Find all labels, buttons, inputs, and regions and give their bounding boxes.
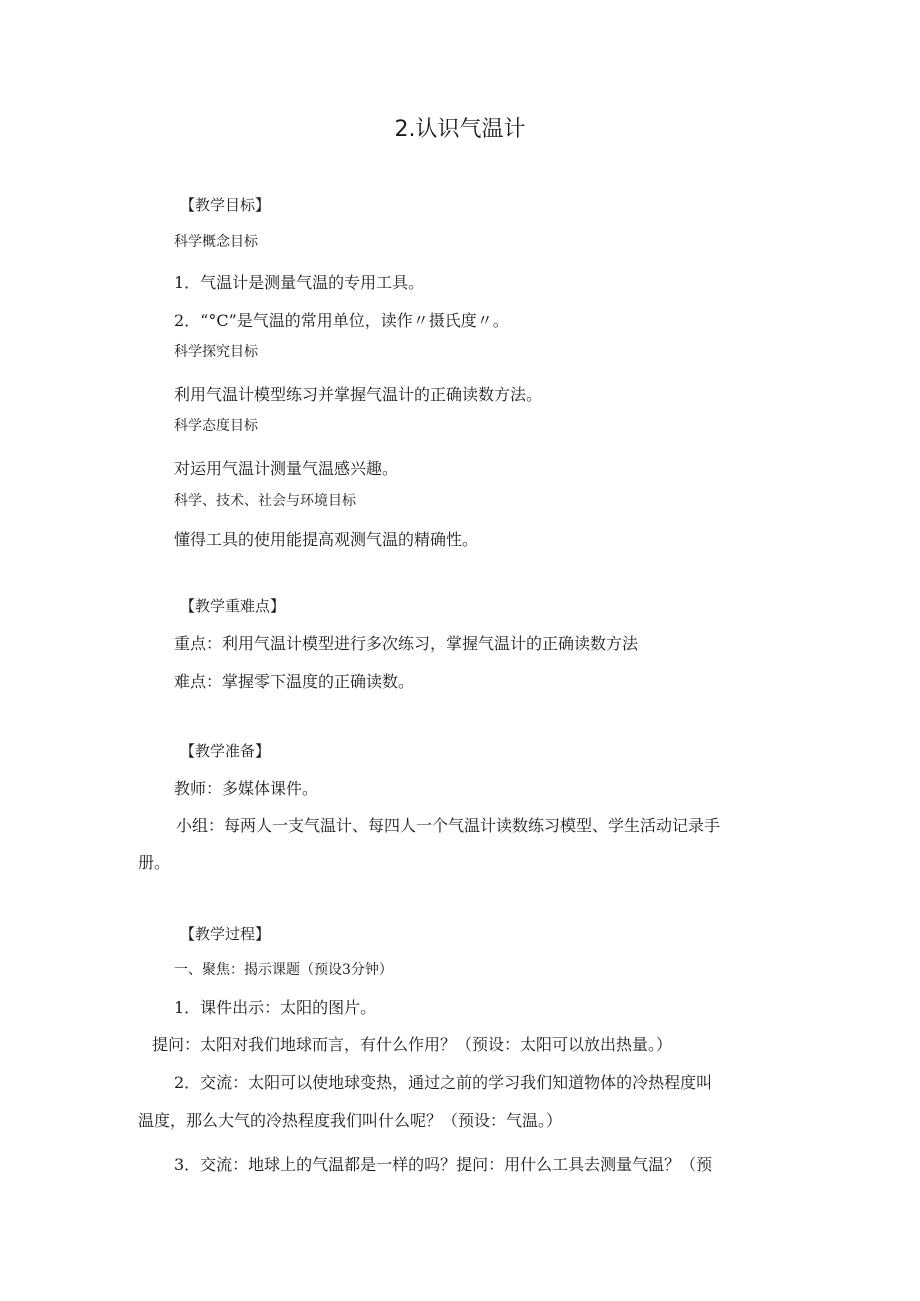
preparation-heading: 【教学准备】 <box>180 742 271 760</box>
inquiry-text: 利用气温计模型练习并掌握气温计的正确读数方法。 <box>174 385 543 404</box>
stse-text: 懂得工具的使用能提高观测气温的精确性。 <box>174 530 479 549</box>
attitude-text: 对运用气温计测量气温感兴趣。 <box>174 459 399 478</box>
process-step-1: 1．课件出示：太阳的图片。 <box>174 998 377 1017</box>
process-heading: 【教学过程】 <box>180 925 271 943</box>
attitude-label: 科学态度目标 <box>174 418 258 434</box>
page-title: 2.认识气温计 <box>394 117 526 142</box>
teacher-prep: 教师：多媒体课件。 <box>174 779 319 798</box>
process-question-1: 提问：太阳对我们地球而言，有什么作用？（预设：太阳可以放出热量。） <box>152 1035 673 1054</box>
difficult-point: 难点：掌握零下温度的正确读数。 <box>174 672 415 691</box>
process-step-3-line1: 3．交流：地球上的气温都是一样的吗？提问：用什么工具去测量气温？（预 <box>174 1155 713 1174</box>
inquiry-label: 科学探究目标 <box>174 344 258 360</box>
key-point: 重点：利用气温计模型进行多次练习，掌握气温计的正确读数方法 <box>174 634 639 653</box>
key-points-heading: 【教学重难点】 <box>180 597 286 615</box>
stse-label: 科学、技术、社会与环境目标 <box>174 493 356 509</box>
process-step-2-line2: 温度，那么大气的冷热程度我们叫什么呢？（预设：气温。） <box>138 1111 563 1130</box>
concept-label: 科学概念目标 <box>174 234 258 250</box>
process-section-1: 一、聚焦：揭示课题（预设3分钟） <box>174 962 393 978</box>
concept-item-2: 2．“°C”是气温的常用单位，读作〃摄氏度〃。 <box>174 311 509 330</box>
objectives-heading: 【教学目标】 <box>180 196 271 214</box>
concept-item-1: 1．气温计是测量气温的专用工具。 <box>174 273 425 292</box>
group-prep-line1: 小组：每两人一支气温计、每四人一个气温计读数练习模型、学生活动记录手 <box>176 816 721 835</box>
group-prep-line2: 册。 <box>138 853 171 872</box>
process-step-2-line1: 2．交流：太阳可以使地球变热，通过之前的学习我们知道物体的冷热程度叫 <box>174 1073 713 1092</box>
